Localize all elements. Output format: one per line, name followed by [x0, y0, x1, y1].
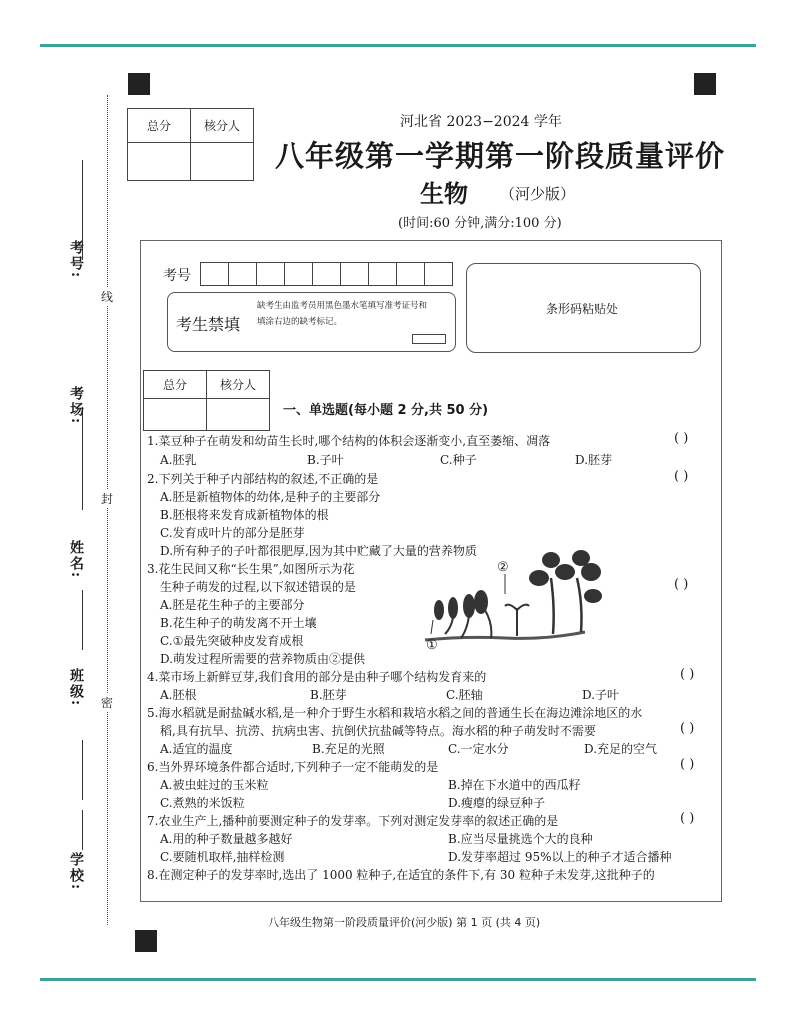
- side-exam-room-label: 考场:: [68, 386, 84, 426]
- plant-leaf: [584, 589, 602, 603]
- q1-option-d: D.胚芽: [575, 453, 613, 467]
- binding-char-feng: 封: [101, 492, 114, 506]
- exam-digit-box[interactable]: [284, 262, 313, 286]
- exam-digit-box[interactable]: [228, 262, 257, 286]
- q3-stem-line2: 生种子萌发的过程,以下叙述错误的是: [160, 580, 356, 594]
- edition-label: （河少版）: [500, 185, 576, 203]
- sprout-leaves: [505, 605, 529, 610]
- bottom-border-line: [40, 978, 756, 981]
- label-line-1: [431, 620, 433, 634]
- exam-number-boxes[interactable]: [200, 262, 452, 286]
- q2-stem: 2.下列关于种子内部结构的叙述,不正确的是: [147, 472, 379, 486]
- plant-leaf: [581, 563, 601, 581]
- q4-option-a: A.胚根: [160, 688, 197, 702]
- registration-mark: [694, 73, 716, 95]
- q6-stem: 6.当外界环境条件都合适时,下列种子一定不能萌发的是: [147, 760, 439, 774]
- q7-answer-paren[interactable]: ( ): [680, 811, 695, 826]
- q7-option-c: C.要随机取样,抽样检测: [160, 850, 285, 864]
- q6-option-a: A.被虫蛀过的玉米粒: [160, 778, 269, 792]
- q5-option-c: C.一定水分: [448, 742, 509, 756]
- seed-stage-1: [434, 600, 444, 620]
- q6-option-c: C.煮熟的米饭粒: [160, 796, 245, 810]
- score-cell-checker[interactable]: [207, 399, 270, 431]
- q4-option-d: D.子叶: [582, 688, 620, 702]
- exam-digit-box[interactable]: [424, 262, 453, 286]
- score-cell-checker[interactable]: [191, 143, 254, 181]
- exam-digit-box[interactable]: [340, 262, 369, 286]
- q1-stem: 1.菜豆种子在萌发和幼苗生长时,哪个结构的体积会逐渐变小,直至萎缩、凋落: [147, 434, 551, 448]
- plant-stem: [577, 578, 582, 632]
- q7-option-a: A.用的种子数量越多越好: [160, 832, 293, 846]
- score-header-checker: 核分人: [207, 371, 270, 399]
- binding-dotted-line: [107, 95, 108, 925]
- section-title: 一、单选题(每小题 2 分,共 50 分): [283, 403, 489, 418]
- q5-stem-line2: 稻,具有抗旱、抗涝、抗病虫害、抗倒伏抗盐碱等特点。海水稻的种子萌发时不需要: [160, 724, 596, 738]
- page-footer: 八年级生物第一阶段质量评价(河少版) 第 1 页 (共 4 页): [268, 916, 541, 929]
- q4-option-b: B.胚芽: [310, 688, 347, 702]
- q5-stem-line1: 5.海水稻就是耐盐碱水稻,是一种介于野生水稻和栽培水稻之间的普通生长在海边滩涂地区的水: [147, 706, 643, 720]
- q2-option-b: B.胚根将来发育成新植物体的根: [160, 508, 329, 522]
- q4-stem: 4.菜市场上新鲜豆芽,我们食用的部分是由种子哪个结构发育来的: [147, 670, 487, 684]
- figure-label-2: ②: [497, 560, 509, 575]
- q7-option-d: D.发芽率超过 95%以上的种子才适合播种: [448, 850, 672, 864]
- side-name-label: 姓名:: [68, 540, 84, 580]
- q5-answer-paren[interactable]: ( ): [680, 721, 695, 736]
- exam-digit-box[interactable]: [368, 262, 397, 286]
- seedling-stem: [551, 578, 554, 634]
- side-exam-no-label: 考号:: [68, 240, 84, 280]
- q6-option-d: D.瘦瘪的绿豆种子: [448, 796, 546, 810]
- q3-option-b: B.花生种子的萌发离不开土壤: [160, 616, 317, 630]
- q3-stem-line1: 3.花生民间又称“长生果”,如图所示为花: [147, 562, 355, 576]
- exam-digit-box[interactable]: [256, 262, 285, 286]
- q3-answer-paren[interactable]: ( ): [674, 577, 689, 592]
- score-cell-total[interactable]: [144, 399, 207, 431]
- side-class-label: 班级:: [68, 668, 84, 708]
- page-title: 八年级第一学期第一阶段质量评价: [275, 139, 726, 173]
- section-score-table: [143, 370, 270, 431]
- stem: [485, 610, 491, 638]
- q2-option-a: A.胚是新植物体的幼体,是种子的主要部分: [160, 490, 381, 504]
- side-field-line: [82, 810, 83, 850]
- notice-text: 缺考生由监考员用黑色墨水笔填写准考证号和填涂右边的缺考标记。: [257, 301, 428, 327]
- q7-option-b: B.应当尽量挑选个大的良种: [448, 832, 593, 846]
- seedling-leaf: [542, 552, 560, 568]
- q5-option-b: B.充足的光照: [312, 742, 385, 756]
- exam-digit-box[interactable]: [200, 262, 229, 286]
- q6-answer-paren[interactable]: ( ): [680, 757, 695, 772]
- exam-digit-box[interactable]: [312, 262, 341, 286]
- registration-mark: [128, 73, 150, 95]
- score-header-checker: 核分人: [191, 109, 254, 143]
- time-info: (时间:60 分钟,满分:100 分): [398, 216, 562, 231]
- soil-line: [425, 632, 585, 640]
- q2-option-d: D.所有种子的子叶都很肥厚,因为其中贮藏了大量的营养物质: [160, 544, 477, 558]
- exam-digit-box[interactable]: [396, 262, 425, 286]
- seed-stage-3: [463, 594, 475, 618]
- seedling-leaf: [529, 570, 549, 586]
- top-border-line: [40, 44, 756, 47]
- q1-option-b: B.子叶: [307, 453, 344, 467]
- q3-option-c: C.①最先突破种皮发育成根: [160, 634, 304, 648]
- q2-option-c: C.发育成叶片的部分是胚芽: [160, 526, 305, 540]
- province-year: 河北省 2023−2024 学年: [400, 114, 562, 130]
- side-field-line: [82, 740, 83, 800]
- barcode-label: 条形码粘贴处: [546, 302, 619, 316]
- q8-stem: 8.在测定种子的发芽率时,选出了 1000 粒种子,在适宜的条件下,有 30 粒种子未发芽,这批种子的: [147, 868, 655, 882]
- q3-option-a: A.胚是花生种子的主要部分: [160, 598, 305, 612]
- exam-number-label: 考号: [163, 268, 191, 284]
- q5-option-d: D.充足的空气: [584, 742, 658, 756]
- registration-mark: [135, 930, 157, 952]
- q4-answer-paren[interactable]: ( ): [680, 667, 695, 682]
- seed-stage-2: [448, 597, 458, 619]
- q6-option-b: B.掉在下水道中的西瓜籽: [448, 778, 581, 792]
- radicle: [445, 618, 453, 634]
- subject-title: 生物: [420, 180, 468, 208]
- top-score-table: [127, 108, 254, 181]
- score-header-total: 总分: [128, 109, 191, 143]
- q5-option-a: A.适宜的温度: [160, 742, 233, 756]
- plant-leaf: [572, 550, 590, 566]
- binding-char-xian: 线: [101, 290, 114, 304]
- q7-stem: 7.农业生产上,播种前要测定种子的发芽率。下列对测定发芽率的叙述正确的是: [147, 814, 559, 828]
- side-field-line: [82, 590, 83, 650]
- q1-option-c: C.种子: [440, 453, 477, 467]
- q1-answer-paren[interactable]: ( ): [674, 431, 689, 446]
- absent-mark-box[interactable]: [412, 334, 446, 344]
- q4-option-c: C.胚轴: [446, 688, 483, 702]
- q3-option-d: D.萌发过程所需要的营养物质由②提供: [160, 652, 366, 666]
- root: [461, 616, 469, 638]
- seedling-leaf: [555, 564, 575, 580]
- q1-option-a: A.胚乳: [160, 453, 197, 467]
- score-header-total: 总分: [144, 371, 207, 399]
- figure-label-1: ①: [426, 638, 438, 653]
- binding-char-mi: 密: [101, 696, 114, 710]
- score-cell-total[interactable]: [128, 143, 191, 181]
- side-school-label: 学校:: [68, 852, 84, 892]
- q2-answer-paren[interactable]: ( ): [674, 469, 689, 484]
- notice-title: 考生禁填: [176, 315, 241, 334]
